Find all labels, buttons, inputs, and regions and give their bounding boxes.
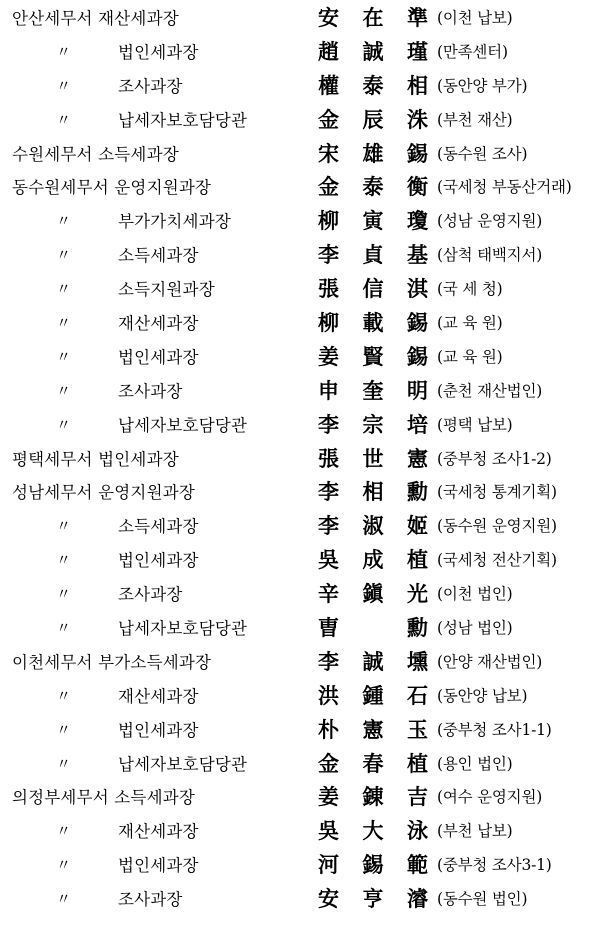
- official-name: [318, 578, 428, 612]
- roster-row: [0, 815, 602, 849]
- tax-office: 이천세무서: [12, 652, 93, 672]
- name-character: 春: [362, 751, 384, 776]
- roster-row: [0, 781, 602, 815]
- previous-post: (국세청 부동산거래): [437, 178, 572, 197]
- name-character: 泳: [407, 819, 428, 844]
- official-name: [318, 104, 428, 138]
- roster-row: [0, 171, 602, 205]
- roster-row: [0, 510, 602, 544]
- name-character: 辰: [362, 107, 384, 132]
- previous-post: (동안양 납보): [437, 686, 528, 705]
- roster-row: [0, 680, 602, 714]
- name-character: 錫: [407, 141, 428, 166]
- name-character: 吳: [318, 819, 339, 844]
- roster-row: [0, 476, 602, 510]
- name-character: 安: [318, 6, 339, 30]
- department: 부가소득세과장: [98, 652, 212, 672]
- department: 법인세과장: [118, 347, 199, 367]
- ditto-mark: 〃: [56, 314, 72, 333]
- office-and-department: [12, 443, 179, 477]
- name-character: 基: [407, 243, 428, 268]
- ditto-mark: 〃: [56, 890, 72, 909]
- roster-row: [0, 36, 602, 70]
- official-name: [318, 273, 428, 307]
- name-character: 姜: [318, 785, 339, 810]
- name-character: 在: [362, 6, 384, 30]
- official-name: [318, 375, 428, 409]
- ditto-mark: 〃: [56, 246, 72, 265]
- name-character: 範: [407, 853, 428, 878]
- previous-post: (국세청 전산기획): [437, 551, 557, 570]
- office-and-department: [12, 138, 179, 172]
- roster-row: [0, 273, 602, 307]
- roster-row: [0, 714, 602, 748]
- official-name: [318, 646, 428, 680]
- office-and-department: [12, 2, 179, 36]
- tax-office: 안산세무서: [12, 9, 93, 28]
- name-character: 信: [362, 277, 384, 302]
- roster-row: [0, 443, 602, 477]
- ditto-mark: 〃: [56, 686, 72, 705]
- official-name: [318, 680, 428, 714]
- department: 조사과장: [118, 76, 183, 96]
- name-character: 誠: [362, 39, 384, 64]
- name-character: 洪: [318, 683, 339, 708]
- ditto-mark: 〃: [56, 551, 72, 570]
- previous-post: (이천 법인): [437, 585, 513, 604]
- name-character: 張: [318, 277, 339, 302]
- department: 운영지원과장: [98, 483, 195, 503]
- previous-post: (동수원 운영지원): [437, 517, 557, 536]
- previous-post: (이천 납보): [437, 9, 513, 27]
- name-character: 勳: [407, 616, 428, 641]
- department: 재산세과장: [118, 822, 199, 842]
- official-name: [318, 171, 428, 205]
- tax-office: 수원세무서: [12, 144, 93, 164]
- ditto-mark: 〃: [56, 720, 72, 739]
- name-character: 泰: [362, 73, 384, 98]
- name-character: 成: [362, 548, 384, 573]
- name-character: 植: [407, 751, 428, 776]
- name-character: 賢: [362, 344, 384, 369]
- official-name: [318, 2, 428, 36]
- ditto-mark: 〃: [56, 619, 72, 638]
- previous-post: (중부청 조사1-2): [437, 449, 552, 468]
- department: 재산세과장: [118, 314, 199, 334]
- official-name: [318, 476, 428, 510]
- official-name: [318, 781, 428, 815]
- roster-row: [0, 138, 602, 172]
- name-character: 李: [318, 480, 339, 505]
- name-character: 濬: [407, 887, 428, 912]
- tax-office: 동수원세무서: [12, 178, 109, 198]
- previous-post: (삼척 태백지서): [437, 246, 543, 265]
- official-name: [318, 815, 428, 849]
- ditto-mark: 〃: [56, 415, 72, 434]
- office-and-department: [12, 646, 211, 680]
- official-name: [318, 544, 428, 578]
- ditto-mark: 〃: [56, 517, 72, 536]
- name-character: 勳: [407, 480, 428, 505]
- roster-row: [0, 883, 602, 917]
- department: 조사과장: [118, 585, 183, 605]
- name-character: 瑾: [407, 39, 428, 64]
- previous-post: (성남 법인): [437, 619, 513, 638]
- name-character: 金: [318, 175, 339, 200]
- department: 소득세과장: [118, 246, 199, 266]
- previous-post: (중부청 조사1-1): [437, 720, 552, 739]
- roster-row: [0, 2, 602, 36]
- department: 납세자보호담당관: [118, 110, 248, 130]
- department: 법인세과장: [118, 720, 199, 740]
- name-character: 金: [318, 751, 339, 776]
- official-name: [318, 612, 428, 646]
- ditto-mark: 〃: [56, 822, 72, 841]
- roster-row: [0, 646, 602, 680]
- department: 소득세과장: [98, 144, 179, 164]
- name-character: 趙: [318, 39, 339, 64]
- name-character: 錫: [362, 853, 384, 878]
- roster-row: [0, 307, 602, 341]
- previous-post: (부천 납보): [437, 822, 513, 841]
- name-character: 李: [318, 243, 339, 268]
- official-name: [318, 748, 428, 782]
- previous-post: (용인 법인): [437, 754, 513, 773]
- roster-row: [0, 544, 602, 578]
- official-name: [318, 307, 428, 341]
- name-character: 相: [407, 73, 428, 98]
- ditto-mark: 〃: [56, 381, 72, 400]
- name-character: 宋: [318, 141, 339, 166]
- name-character: 姬: [407, 514, 428, 539]
- previous-post: (부천 재산): [437, 110, 513, 129]
- ditto-mark: 〃: [56, 212, 72, 231]
- name-character: 宗: [362, 412, 384, 437]
- official-name: [318, 341, 428, 375]
- name-character: 泰: [362, 175, 384, 200]
- official-name: [318, 239, 428, 273]
- department: 납세자보호담당관: [118, 619, 248, 639]
- name-character: 安: [318, 887, 339, 912]
- roster-row: [0, 612, 602, 646]
- name-character: 奎: [362, 378, 384, 403]
- roster-row: [0, 849, 602, 883]
- department: 조사과장: [118, 890, 183, 910]
- name-character: 淑: [362, 514, 384, 539]
- name-character: 柳: [318, 311, 339, 336]
- department: 소득지원과장: [118, 280, 215, 300]
- name-character: 李: [318, 412, 339, 437]
- ditto-mark: 〃: [56, 585, 72, 604]
- roster-row: [0, 341, 602, 375]
- name-character: 吳: [318, 548, 339, 573]
- official-name: [318, 849, 428, 883]
- name-character: 辛: [318, 582, 339, 607]
- name-character: 明: [407, 378, 428, 403]
- previous-post: (국세청 통계기획): [437, 483, 557, 502]
- name-character: 曺: [318, 616, 339, 641]
- name-character: 憲: [362, 717, 384, 742]
- name-character: 張: [318, 446, 339, 471]
- name-character: 培: [407, 412, 428, 437]
- previous-post: (평택 납보): [437, 415, 513, 434]
- office-and-department: [12, 781, 195, 815]
- official-name: [318, 409, 428, 443]
- name-character: 河: [318, 853, 339, 878]
- name-character: 吉: [407, 785, 428, 810]
- name-character: 衡: [407, 175, 428, 200]
- department: 부가가치세과장: [118, 212, 231, 232]
- name-character: 柳: [318, 209, 339, 234]
- department: 운영지원과장: [114, 178, 212, 198]
- previous-post: (국 세 청): [437, 280, 503, 299]
- department: 납세자보호담당관: [118, 754, 248, 774]
- previous-post: (만족센터): [437, 42, 508, 61]
- name-character: 植: [407, 548, 428, 573]
- name-character: 瓊: [407, 209, 428, 234]
- name-character: 鍾: [362, 683, 384, 708]
- name-character: 玉: [407, 717, 428, 742]
- name-character: 相: [362, 480, 384, 505]
- roster-row: [0, 578, 602, 612]
- name-character: 石: [407, 683, 428, 708]
- department: 조사과장: [118, 381, 183, 401]
- ditto-mark: 〃: [56, 347, 72, 366]
- name-character: 雄: [362, 141, 384, 166]
- ditto-mark: 〃: [56, 280, 72, 299]
- department: 법인세과장: [98, 449, 179, 469]
- name-character: 準: [407, 6, 428, 30]
- name-character: 憲: [407, 446, 428, 471]
- department: 재산세과장: [98, 9, 179, 28]
- ditto-mark: 〃: [56, 42, 72, 61]
- name-character: 載: [362, 311, 384, 336]
- department: 법인세과장: [118, 42, 199, 62]
- official-name: [318, 70, 428, 104]
- office-and-department: [12, 476, 195, 510]
- office-and-department: [12, 171, 211, 205]
- roster-row: [0, 375, 602, 409]
- previous-post: (안양 재산법인): [437, 652, 543, 671]
- previous-post: (동수원 법인): [437, 890, 528, 909]
- roster-row: [0, 239, 602, 273]
- previous-post: (동수원 조사): [437, 144, 528, 163]
- roster-row: [0, 104, 602, 138]
- tax-office: 성남세무서: [12, 483, 93, 503]
- name-character: 李: [318, 649, 339, 674]
- name-character: 朴: [318, 717, 339, 742]
- name-character: 申: [318, 378, 339, 403]
- official-name: [318, 714, 428, 748]
- official-name: [318, 138, 428, 172]
- roster-row: [0, 205, 602, 239]
- name-character: 錫: [407, 311, 428, 336]
- tax-office: 의정부세무서: [12, 788, 109, 808]
- name-character: 金: [318, 107, 339, 132]
- name-character: 光: [407, 582, 428, 607]
- name-character: 世: [362, 446, 384, 471]
- name-character: 寅: [362, 209, 384, 234]
- personnel-roster: [0, 2, 602, 917]
- official-name: [318, 205, 428, 239]
- roster-row: [0, 409, 602, 443]
- name-character: 錬: [362, 785, 384, 810]
- name-character: 姜: [318, 344, 339, 369]
- name-character: 錫: [407, 344, 428, 369]
- department: 법인세과장: [118, 551, 199, 571]
- previous-post: (동안양 부가): [437, 76, 528, 95]
- ditto-mark: 〃: [56, 754, 72, 773]
- department: 납세자보호담당관: [118, 415, 248, 435]
- name-character: 權: [318, 73, 339, 98]
- name-character: 亨: [362, 887, 384, 912]
- previous-post: (춘천 재산법인): [437, 381, 543, 400]
- official-name: [318, 36, 428, 70]
- ditto-mark: 〃: [56, 856, 72, 875]
- previous-post: (여수 운영지원): [437, 788, 543, 807]
- official-name: [318, 510, 428, 544]
- previous-post: (중부청 조사3-1): [437, 856, 552, 875]
- department: 법인세과장: [118, 856, 199, 876]
- previous-post: (교 육 원): [437, 314, 503, 333]
- official-name: [318, 443, 428, 477]
- name-character: 貞: [362, 243, 384, 268]
- name-character: 壎: [407, 649, 428, 674]
- previous-post: (교 육 원): [437, 347, 503, 366]
- name-character: 洙: [407, 107, 428, 132]
- ditto-mark: 〃: [56, 110, 72, 129]
- tax-office: 평택세무서: [12, 449, 93, 469]
- name-character: 李: [318, 514, 339, 539]
- department: 소득세과장: [114, 788, 195, 808]
- roster-row: [0, 748, 602, 782]
- name-character: 大: [362, 819, 384, 844]
- name-character: 鎭: [362, 582, 384, 607]
- department: 재산세과장: [118, 686, 199, 706]
- department: 소득세과장: [118, 517, 199, 537]
- ditto-mark: 〃: [56, 76, 72, 95]
- name-character: 誠: [362, 649, 384, 674]
- previous-post: (성남 운영지원): [437, 212, 543, 231]
- name-character: 淇: [407, 277, 428, 302]
- roster-row: [0, 70, 602, 104]
- official-name: [318, 883, 428, 917]
